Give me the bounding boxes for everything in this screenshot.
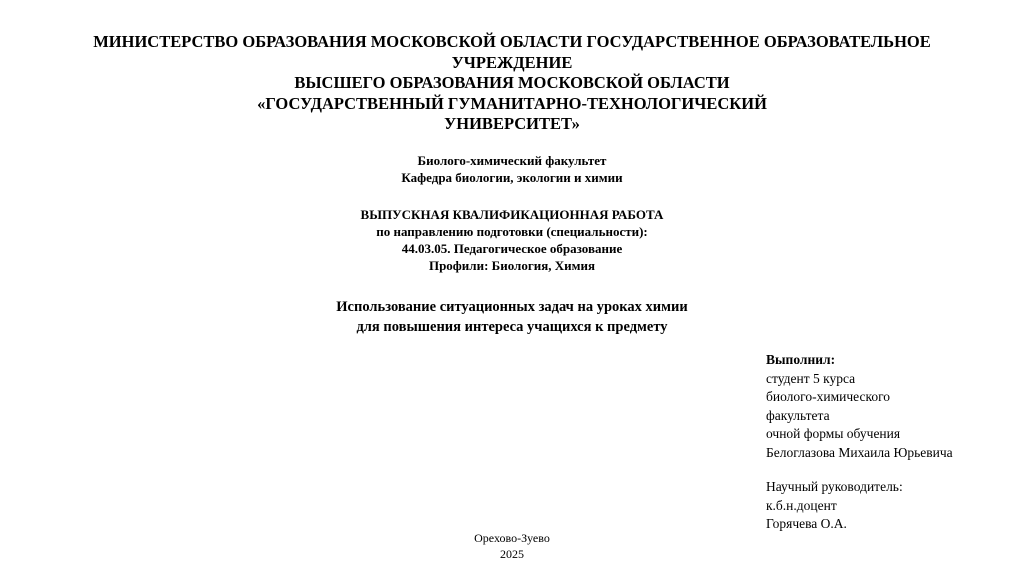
thesis-title-line: Использование ситуационных задач на уроках химии [336,299,688,315]
faculty-name: Биолого-химический факультет [417,153,607,168]
year: 2025 [500,547,524,561]
ministry-header [0,32,1024,135]
supervisor-degree: к.б.н.доцент [766,497,837,513]
city: Орехово-Зуево [474,531,550,545]
author-detail: факультета [766,407,830,423]
supervisor-label: Научный руководитель: [766,479,903,494]
thesis-title-line: для повышения интереса учащихся к предмету [356,319,668,335]
ministry-line: УНИВЕРСИТЕТ» [444,114,580,133]
ministry-line: МИНИСТЕРСТВО ОБРАЗОВАНИЯ МОСКОВСКОЙ ОБЛАСТИ ГОСУДАРСТВЕННОЕ ОБРАЗОВАТЕЛЬНОЕ [93,32,931,51]
author-name: Белоглазова Михаила Юрьевича [766,444,953,460]
author-detail: биолого-химического [766,389,891,404]
direction-label: по направлению подготовки (специальности): [376,224,648,239]
work-type: ВЫПУСКНАЯ КВАЛИФИКАЦИОННАЯ РАБОТА [360,207,664,222]
author-detail: очной формы обучения [766,426,901,441]
thesis-title [0,297,1024,337]
faculty-block [0,152,1024,186]
department-name: Кафедра биологии, экологии и химии [401,170,623,185]
profiles: Профили: Биология, Химия [428,258,596,273]
author-block [766,351,953,462]
supervisor-block [766,478,903,534]
supervisor-name: Горячева О.А. [766,516,847,531]
work-info-block [0,206,1024,274]
ministry-line: ВЫСШЕГО ОБРАЗОВАНИЯ МОСКОВСКОЙ ОБЛАСТИ [294,73,730,92]
footer-block [462,530,562,562]
author-label: Выполнил: [766,352,836,367]
author-detail: студент 5 курса [766,370,856,386]
ministry-line: «ГОСУДАРСТВЕННЫЙ ГУМАНИТАРНО-ТЕХНОЛОГИЧЕСКИЙ [257,93,767,113]
ministry-line: УЧРЕЖДЕНИЕ [451,52,573,72]
direction-code: 44.03.05. Педагогическое образование [401,241,623,256]
